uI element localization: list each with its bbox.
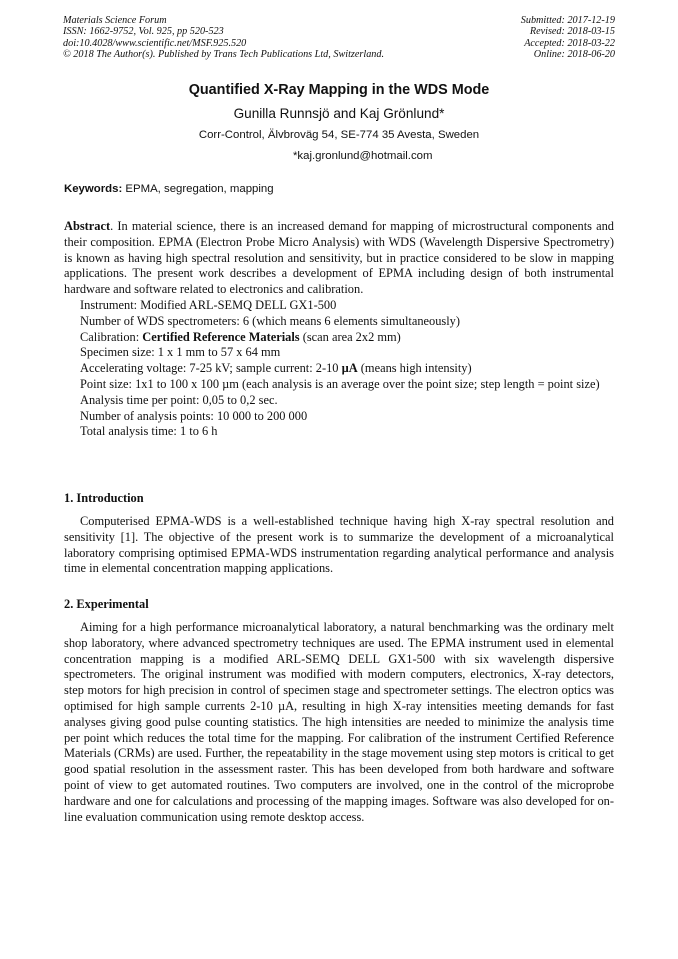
spec-voltage-unit: µA bbox=[341, 361, 358, 376]
spec-calibration bbox=[80, 330, 614, 346]
spec-calibration-label: Calibration: bbox=[80, 329, 143, 344]
spec-voltage bbox=[80, 361, 614, 377]
introduction-body bbox=[64, 514, 614, 577]
spec-calibration-crm: Certified Reference Materials bbox=[142, 329, 300, 344]
spec-voltage-label: Accelerating voltage: 7-25 kV; sample current: 2-10 bbox=[80, 361, 342, 376]
abstract-specs bbox=[64, 298, 614, 440]
issn: ISSN: 1662-9752, Vol. 925, pp 520-523 bbox=[63, 26, 224, 38]
accepted-date: Accepted: 2018-03-22 bbox=[524, 37, 615, 49]
spec-spectrometers: Number of WDS spectrometers: 6 (which means 6 elements simultaneously) bbox=[80, 313, 461, 328]
keywords-text: EPMA, segregation, mapping bbox=[122, 183, 274, 195]
keywords-label: Keywords: bbox=[64, 183, 123, 195]
spec-voltage-note: (means high intensity) bbox=[357, 361, 472, 376]
spec-total-time: Total analysis time: 1 to 6 h bbox=[80, 424, 218, 439]
spec-instrument: Instrument: Modified ARL-SEMQ DELL GX1-500 bbox=[80, 297, 337, 312]
online-date: Online: 2018-06-20 bbox=[533, 49, 615, 61]
experimental-paragraph: Aiming for a high performance microanalytical laboratory, a natural benchmarking was the ordinary melt shop laboratory, where advanced spectrometry techniques are used. The EPMA instrument used in elemental concentration mapping is a modified ARL-SEMQ DELL GX1-500 with six wavelength dispersive spectrometers. The original instrument was modified with modern computers, electronics, X-ray detectors, step motors for high precision in control of specimen stage and spectrometer settings. The electron optics was optimised for high sample currents 2-10 µA, resulting in high X-ray intensities meeting demands for fast analyses giving good pulse counting statistics. The high intensities are needed to minimize the analysis time per point which reduces the total time for the mapping. For calibration of the instrument Certified Reference Materials (CRMs) are used. Further, the repeatability in the stage movement using step motors is critical to get good spatial resolution in the assessment raster. This has been developed from both hardware and software point of view to get automated routines. Two computers are involved, one in the control of the microprobe hardware and one for calculations and processing of the mapping images. Software was also developed for on-line evaluation communication using remote desktop access. bbox=[64, 620, 614, 824]
authors: Gunilla Runnsjö and Kaj Grönlund* bbox=[233, 106, 445, 121]
section-heading-introduction: 1. Introduction bbox=[64, 491, 144, 505]
spec-pointsize: Point size: 1x1 to 100 x 100 µm (each analysis is an average over the point size; step length = point size) bbox=[80, 376, 600, 391]
abstract-label: Abstract bbox=[64, 219, 111, 233]
spec-specimen: Specimen size: 1 x 1 mm to 57 x 64 mm bbox=[80, 345, 281, 360]
spec-time-per-point: Analysis time per point: 0,05 to 0,2 sec. bbox=[80, 392, 278, 407]
keywords bbox=[64, 183, 274, 195]
spec-calibration-area: (scan area 2x2 mm) bbox=[299, 329, 401, 344]
abstract-text: . In material science, there is an increased demand for mapping of microstructural components and their composition. EPMA (Electron Probe Micro Analysis) with WDS (Wavelength Dispersive Spectrometry) is known as having high spectral resolution and sensitivity, but in practice considered to be slow in mapping applications. The present work describes a development of EPMA including design of both instrumental hardware and software related to electronics and calibration. bbox=[64, 219, 614, 297]
revised-date: Revised: 2018-03-15 bbox=[529, 26, 615, 38]
copyright: © 2018 The Author(s). Published by Trans Tech Publications Ltd, Switzerland. bbox=[63, 49, 385, 61]
paper-title: Quantified X-Ray Mapping in the WDS Mode bbox=[188, 82, 490, 98]
author-email: *kaj.gronlund@hotmail.com bbox=[293, 150, 433, 162]
journal-header bbox=[63, 15, 615, 61]
experimental-body bbox=[64, 620, 614, 825]
affiliation: Corr-Control, Älvbroväg 54, SE-774 35 Avesta, Sweden bbox=[198, 129, 480, 141]
doi: doi:10.4028/www.scientific.net/MSF.925.520 bbox=[63, 37, 247, 49]
spec-points: Number of analysis points: 10 000 to 200 000 bbox=[80, 408, 308, 423]
introduction-paragraph: Computerised EPMA-WDS is a well-established technique having high X-ray spectral resolution and sensitivity [1]. The objective of the present work is to summarize the development of a microanalytical laboratory comprising optimised EPMA-WDS instrumentation regarding analytical performance and analysis time in elemental concentration mapping applications. bbox=[64, 514, 614, 576]
abstract bbox=[64, 219, 614, 440]
journal-name: Materials Science Forum bbox=[63, 15, 167, 26]
section-heading-experimental: 2. Experimental bbox=[64, 597, 149, 611]
abstract-paragraph bbox=[64, 219, 614, 298]
submitted-date: Submitted: 2017-12-19 bbox=[520, 15, 615, 26]
